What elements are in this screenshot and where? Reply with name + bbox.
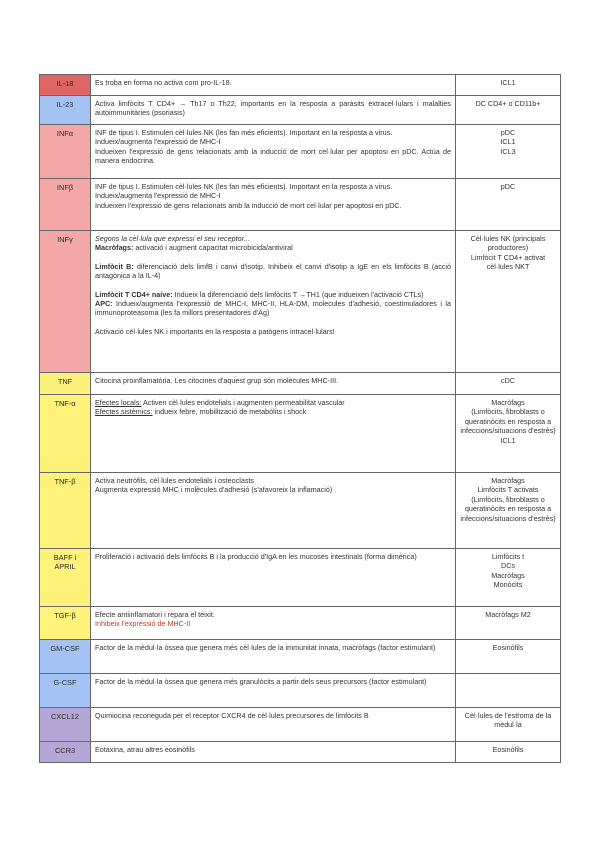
cytokine-description: Segons la cèl·lula que expressi el seu receptor... Macròfags: activació i augment capacitat microbicida/antiviral Limfòcit B: diferenciació dels limfB i canvi d'isotip. Inhibeix el canvi d'isotip a IgE en els limfòcits B (acció antagònica a la IL-4) Limfòcit T CD4+ naive: Indueix la diferenciació dels limfòcits T →TH1 (que indueixen l'activació CTLs) APC: Indueix/augmenta l'expressió de MHC-I, MHC-II, HLA-DM, molecules d'adhesió, coestimuladores i la immunoproteasoma (les fa millors presentadores d'Ag) Activació cèl·lules NK i importants en la resposta a patògens intracel·lulars! [91,231,456,373]
producer-cells: cDC [456,373,561,395]
table-row [40,75,561,96]
cytokine-description: Activa limfòcits T CD4+ → Th17 o Th22, importants en la resposta a paràsits extracel·lulars i malalties autoimmunitàries (psoriasis) [91,96,456,125]
producer-cells: Cèl·lules de l'estroma de la mèdul·la [456,708,561,742]
cytokine-description: Efectes locals: Activen cèl·lules endotelials i augmenten permeabilitat vascular Efectes sistèmics: indueix febre, mobilització de metabòlits i shock [91,395,456,473]
cytokine-name: G-CSF [40,674,91,708]
producer-cells: pDC ICL1 ICL3 [456,125,561,179]
producer-cells: Eosinòfils [456,742,561,763]
cytokine-description: INF de tipus I. Estimulen cèl·lules NK (les fan més eficients). Important en la resposta a virus. Indueix/augmenta l'expressió de MHC-I Indueixen l'expressió de gens relacionats amb la inducció de mort cel·lular per apoptosi en pDC. [91,179,456,231]
cytokine-name: IL-23 [40,96,91,125]
producer-cells: pDC [456,179,561,231]
table-row [40,640,561,674]
table-row [40,708,561,742]
cytokine-name: TGF-β [40,607,91,640]
cytokine-description: Factor de la mèdul·la òssea que genera més cèl·lules de la immunitat innata, macròfags (factor estimulant) [91,640,456,674]
producer-cells: DC CD4+ o CD11b+ [456,96,561,125]
cytokine-description: Factor de la mèdul·la òssea que genera més granulòcits a partir dels seus precursors (factor estimulant) [91,674,456,708]
cytokine-description: INF de tipus I. Estimulen cèl·lules NK (les fan més eficients). Important en la resposta a virus. Indueix/augmenta l'expressió de MHC-I Indueixen l'expressió de gens relacionats amb la inducció de mort cel·lular per apoptosi en pDC. Actúa de manera endocrina. [91,125,456,179]
table-row [40,473,561,549]
table-row [40,373,561,395]
table-row [40,742,561,763]
cytokine-description: Proliferació i activació dels limfòcits B i la producció d'IgA en les mucoses intestinals (forma dimèrica) [91,549,456,607]
producer-cells: ICL1 [456,75,561,96]
cytokine-description: Activa neutròfils, cèl·lules endotelials i osteoclasts Augmenta expressió MHC i molècules d'adhesió (s'afavoreix la inflamació) [91,473,456,549]
table-row [40,179,561,231]
cytokine-name: INFβ [40,179,91,231]
cytokine-description: Efecte antiinflamatori i repara el teixit. Inhibeix l'expressió de MHC-II [91,607,456,640]
table-row [40,607,561,640]
table-row [40,395,561,473]
producer-cells: Macròfags (Limfòcits, fibroblasts o queratinòcits en resposta a infeccions/situacions d'estrès) ICL1 [456,395,561,473]
producer-cells [456,674,561,708]
cytokine-description: Eotaxina, atrau altres eosinòfils [91,742,456,763]
cytokine-name: CXCL12 [40,708,91,742]
table-row [40,231,561,373]
cytokine-description: Citocina proinflamatòria. Les citocines d'aquest grup són molècules MHC-III. [91,373,456,395]
producer-cells: Eosinòfils [456,640,561,674]
cytokine-name: BAFF i APRIL [40,549,91,607]
table-row [40,96,561,125]
cytokine-name: TNF [40,373,91,395]
cytokine-table [39,74,561,763]
producer-cells: Limfòcits t DCs Macròfags Monòcits [456,549,561,607]
table-row [40,549,561,607]
cytokine-name: INFα [40,125,91,179]
cytokine-name: CCR3 [40,742,91,763]
cytokine-name: TNF-α [40,395,91,473]
producer-cells: Cèl·lules NK (principals productores) Limfòcit T CD4+ activat cèl·lules NKT [456,231,561,373]
cytokine-name: IL-18 [40,75,91,96]
cytokine-name: GM-CSF [40,640,91,674]
cytokine-name: TNF-β [40,473,91,549]
cytokine-name: INFγ [40,231,91,373]
cytokine-description: Quimiocina reconeguda per el receptor CXCR4 de cèl·lules precursores de limfòcits B [91,708,456,742]
table-row [40,674,561,708]
producer-cells: Macròfags M2 [456,607,561,640]
producer-cells: Macròfags Limfòcits T activats (Limfòcits, fibroblasts o queratinòcits en resposta a infeccions/situacions d'estrès) [456,473,561,549]
table-row [40,125,561,179]
cytokine-description: Es troba en forma no activa com pro-IL-18. [91,75,456,96]
